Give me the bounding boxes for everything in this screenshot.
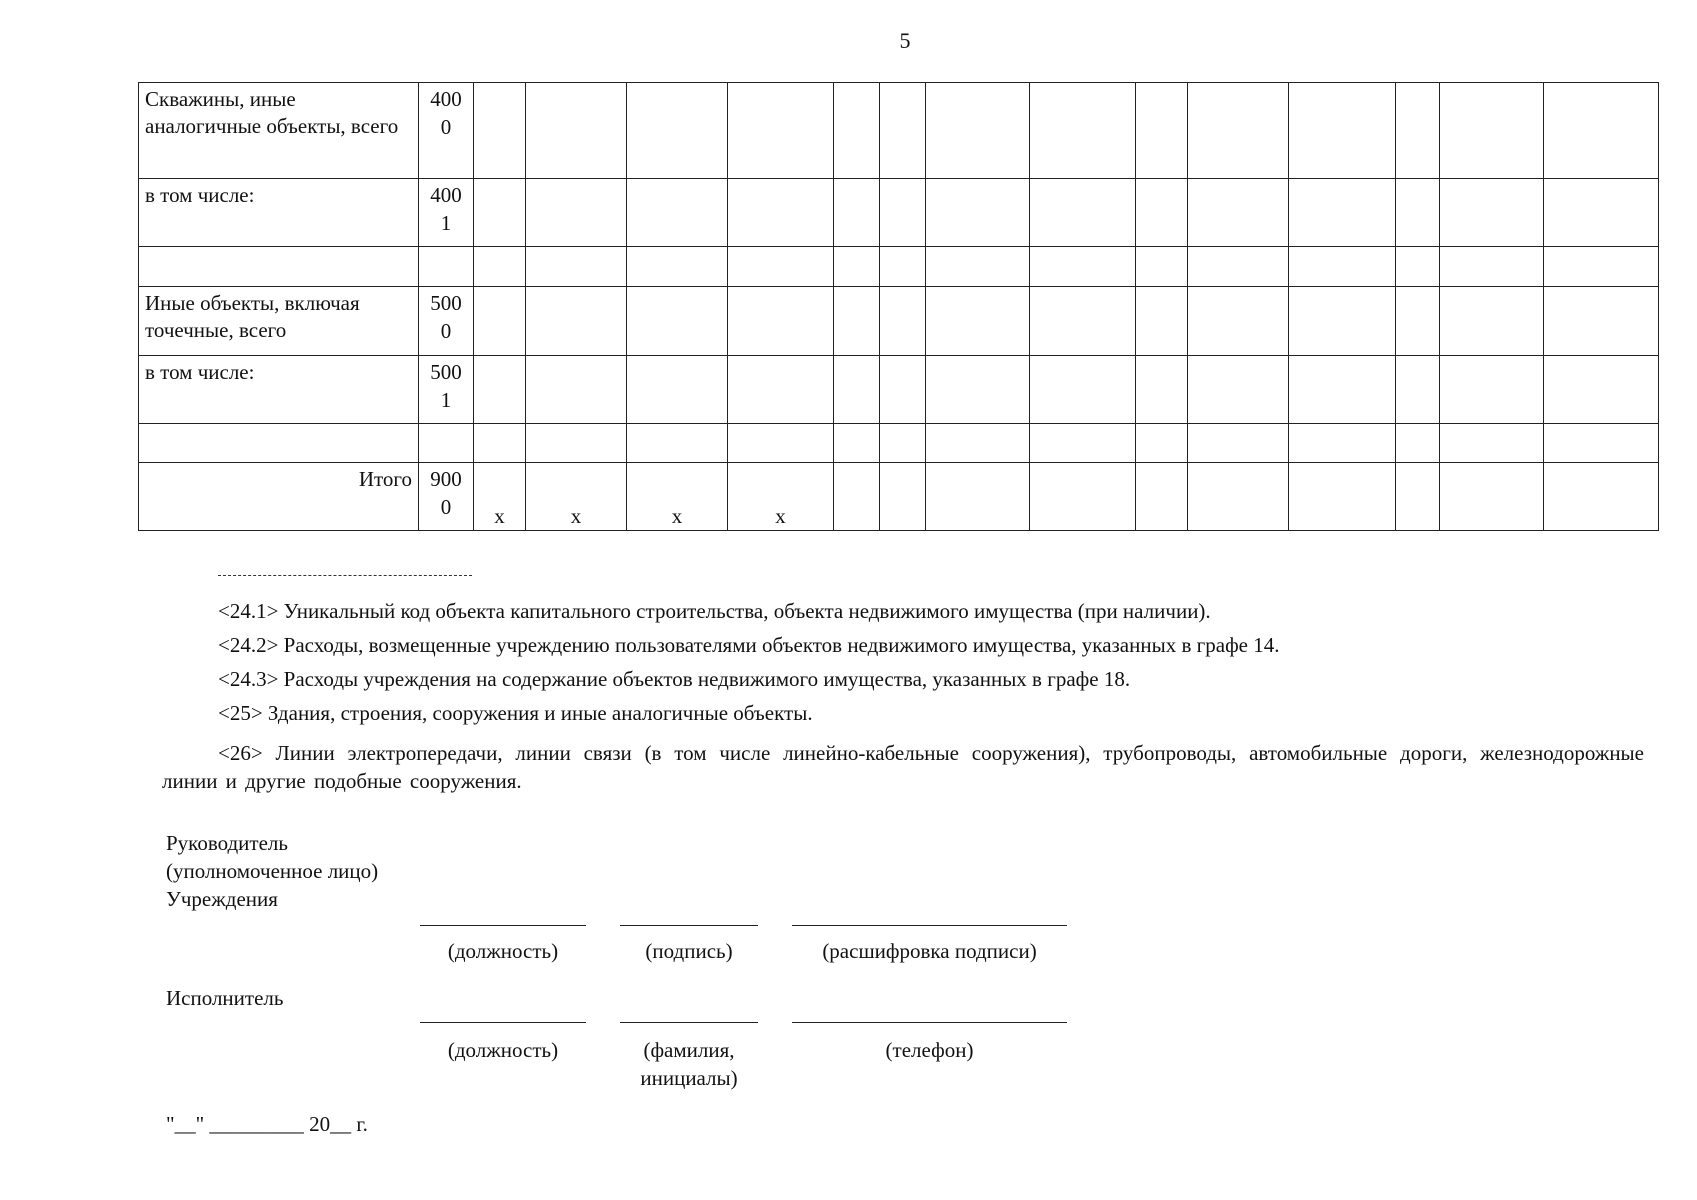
table-row	[139, 179, 1659, 247]
footnote-separator	[218, 575, 472, 576]
row-name: в том числе:	[139, 179, 419, 247]
row-code: 400 0	[419, 83, 474, 179]
exec-caption-phone: (телефон)	[885, 1038, 974, 1062]
head-decoding-line	[792, 925, 1067, 926]
footnote-24-2: <24.2> Расходы, возмещенные учреждению пользователями объектов недвижимого имущества, указанных в графе 14.	[218, 633, 1280, 657]
footnote-25: <25> Здания, строения, сооружения и иные аналогичные объекты.	[218, 701, 813, 725]
x-mark: x	[627, 463, 728, 531]
row-code: 400 1	[419, 179, 474, 247]
head-label-3: Учреждения	[166, 887, 278, 911]
x-mark: x	[728, 463, 834, 531]
footnote-24-3: <24.3> Расходы учреждения на содержание объектов недвижимого имущества, указанных в графе 18.	[218, 667, 1131, 691]
footnote-24-1: <24.1> Уникальный код объекта капитального строительства, объекта недвижимого имущества (при наличии).	[218, 599, 1211, 623]
exec-phone-line	[792, 1022, 1067, 1023]
row-name	[139, 247, 419, 287]
row-code: 500 1	[419, 356, 474, 424]
exec-caption-name-2: инициалы)	[640, 1066, 738, 1090]
exec-caption-name-1: (фамилия,	[643, 1038, 735, 1062]
head-signature-line	[620, 925, 758, 926]
exec-position-line	[420, 1022, 586, 1023]
head-label-1: Руководитель	[166, 831, 288, 855]
objects-table	[138, 82, 1659, 531]
head-caption-signature: (подпись)	[645, 939, 733, 963]
table-row	[139, 356, 1659, 424]
row-code: 500 0	[419, 287, 474, 356]
row-name	[139, 424, 419, 463]
row-code	[419, 424, 474, 463]
head-caption-position: (должность)	[447, 939, 559, 963]
total-code: 900 0	[419, 463, 474, 531]
total-row	[139, 463, 1659, 531]
table-row	[139, 83, 1659, 179]
row-name: Иные объекты, включая точечные, всего	[139, 287, 419, 356]
page-number: 5	[899, 28, 911, 53]
head-position-line	[420, 925, 586, 926]
executor-label: Исполнитель	[166, 986, 284, 1010]
row-code	[419, 247, 474, 287]
head-caption-decoding: (расшифровка подписи)	[822, 939, 1037, 963]
exec-caption-position: (должность)	[447, 1038, 559, 1062]
exec-name-line	[620, 1022, 758, 1023]
date-line: "__" _________ 20__ г.	[166, 1112, 368, 1136]
footnote-26: <26> Линии электропередачи, линии связи (в том числе линейно-кабельные сооружения), трубопроводы, автомобильные дороги, железнодорожные линии и другие подобные сооружения.	[162, 741, 1644, 793]
head-label-2: (уполномоченное лицо)	[166, 859, 379, 883]
row-name: в том числе:	[139, 356, 419, 424]
table-row	[139, 247, 1659, 287]
row-name: Скважины, иные аналогичные объекты, всего	[139, 83, 419, 179]
x-mark: x	[474, 463, 526, 531]
table-row	[139, 424, 1659, 463]
table-row	[139, 287, 1659, 356]
x-mark: x	[526, 463, 627, 531]
total-label: Итого	[139, 463, 419, 531]
